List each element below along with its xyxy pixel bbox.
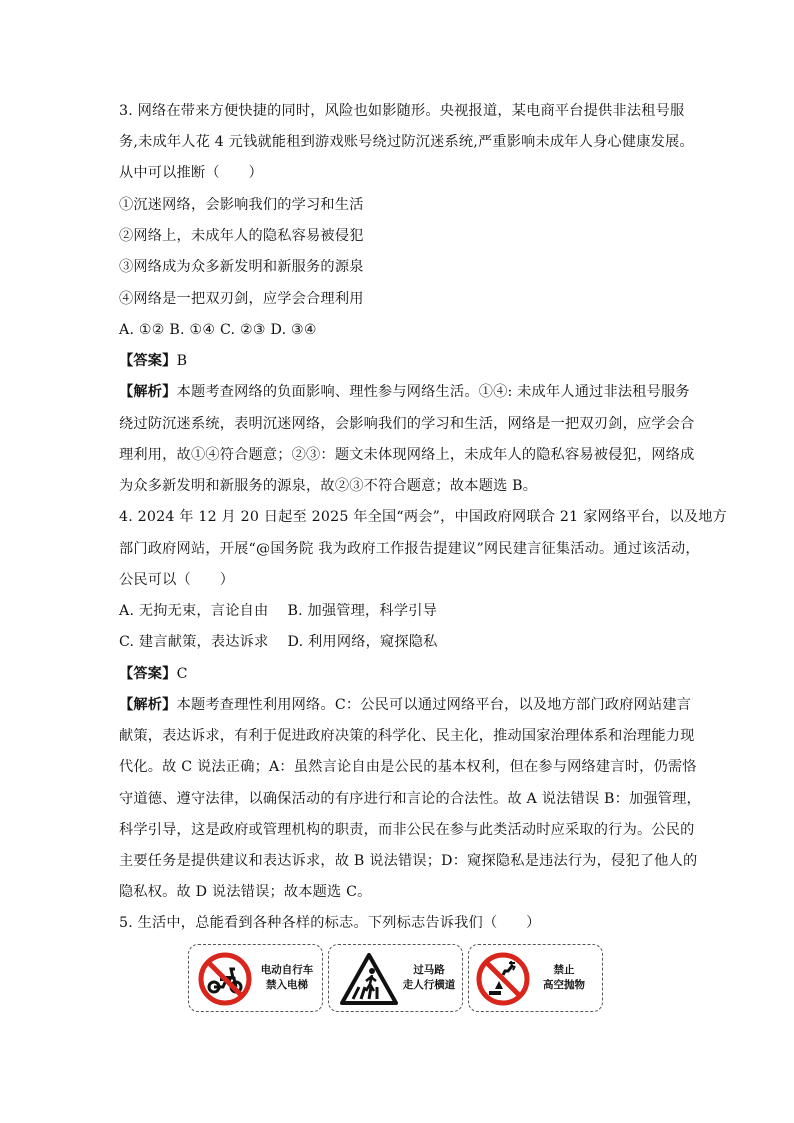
q3-analysis-line-3: 理利用，故①④符合题意；②③：题文未体现网络上，未成年人的隐私容易被侵犯，网络成	[119, 447, 695, 463]
q4-analysis-line-2: 献策，表达诉求，有利于促进政府决策的科学化、民主化，推动国家治理体系和治理能力现	[119, 728, 695, 744]
q4-stem-line-1: 4. 2024 年 12 月 20 日起至 2025 年全国“两会”，中国政府网联合 21 家网络平台，以及地方	[119, 509, 727, 525]
no-ebike-icon	[197, 951, 253, 1007]
sign-3-line-1: 禁止	[553, 964, 575, 976]
analysis-label: 【解析】	[119, 697, 177, 713]
answer-value: B	[176, 353, 188, 369]
q3-analysis-line-4: 为众多新发明和新服务的源泉，故②③不符合题意；故本题选 B。	[119, 478, 538, 494]
no-throwing-icon	[475, 951, 531, 1007]
analysis-label: 【解析】	[119, 384, 177, 400]
q3-answer	[119, 352, 187, 370]
sign-1-line-2: 禁入电梯	[266, 979, 308, 991]
answer-label: 【答案】	[119, 353, 177, 369]
analysis-text: 本题考查理性利用网络。C：公民可以通过网络平台，以及地方部门政府网站建言	[176, 697, 692, 713]
answer-value: C	[176, 666, 188, 682]
q5-stem: 5. 生活中，总能看到各种各样的标志。下列标志告诉我们（ ）	[119, 915, 541, 931]
q4-options-line-1: A. 无拘无束，言论自由 B. 加强管理，科学引导	[119, 603, 437, 619]
sign-1-label	[257, 963, 317, 993]
q4-analysis-line-3: 代化。故 C 说法正确；A：虽然言论自由是公民的基本权利，但在参与网络建言时，仍需恪	[119, 759, 697, 775]
q3-stem-line-3: 从中可以推断（ ）	[119, 165, 263, 181]
q3-analysis-line-1	[119, 383, 690, 401]
q3-statement-2: ②网络上，未成年人的隐私容易被侵犯	[119, 228, 364, 244]
q4-options-line-2: C. 建言献策，表达诉求 D. 利用网络，窥探隐私	[119, 634, 438, 650]
crosswalk-icon	[339, 951, 399, 1007]
q4-analysis-line-1	[119, 696, 691, 714]
q4-answer	[119, 665, 188, 683]
q4-analysis-line-5: 科学引导，这是政府或管理机构的职责，而非公民在参与此类活动时应采取的行为。公民的	[119, 822, 695, 838]
sign-3-line-2: 高空抛物	[543, 979, 585, 991]
sign-2-label	[399, 963, 459, 993]
q3-statement-1: ①沉迷网络，会影响我们的学习和生活	[119, 197, 364, 213]
q3-stem-line-1: 3. 网络在带来方便快捷的同时，风险也如影随形。央视报道，某电商平台提供非法租号服	[119, 103, 685, 119]
q3-statement-3: ③网络成为众多新发明和新服务的源泉	[119, 259, 364, 275]
q4-analysis-line-6: 主要任务是提供建议和表达诉求，故 B 说法错误；D：窥探隐私是违法行为，侵犯了他人的	[119, 853, 698, 869]
sign-3-label	[533, 963, 595, 993]
analysis-text: 本题考查网络的负面影响、理性参与网络生活。①④: 未成年人通过非法租号服务	[176, 384, 690, 400]
q3-analysis-line-2: 绕过防沉迷系统，表明沉迷网络，会影响我们的学习和生活，网络是一把双刃剑，应学会合	[119, 416, 695, 432]
q3-statement-4: ④网络是一把双刃剑，应学会合理利用	[119, 291, 364, 307]
sign-crosswalk	[328, 944, 463, 1012]
q4-analysis-line-7: 隐私权。故 D 说法错误；故本题选 C。	[119, 884, 372, 900]
q3-options: A. ①② B. ①④ C. ②③ D. ③④	[119, 322, 317, 338]
q4-stem-line-2: 部门政府网站，开展“@国务院 我为政府工作报告提建议”网民建言征集活动。通过该活动，	[119, 541, 700, 557]
answer-label: 【答案】	[119, 666, 177, 682]
sign-no-throwing	[468, 944, 603, 1012]
sign-2-line-2: 走人行横道	[402, 979, 456, 991]
sign-no-ebike-elevator	[188, 944, 323, 1012]
sign-2-line-1: 过马路	[413, 964, 445, 976]
q4-analysis-line-4: 守道德、遵守法律，以确保活动的有序进行和言论的合法性。故 A 说法错误 B：加强管理，	[119, 791, 701, 807]
sign-1-line-1: 电动自行车	[260, 964, 314, 976]
q3-stem-line-2: 务,未成年人花 4 元钱就能租到游戏账号绕过防沉迷系统,严重影响未成年人身心健康发展。	[119, 134, 694, 150]
q4-stem-line-3: 公民可以（ ）	[119, 572, 235, 588]
